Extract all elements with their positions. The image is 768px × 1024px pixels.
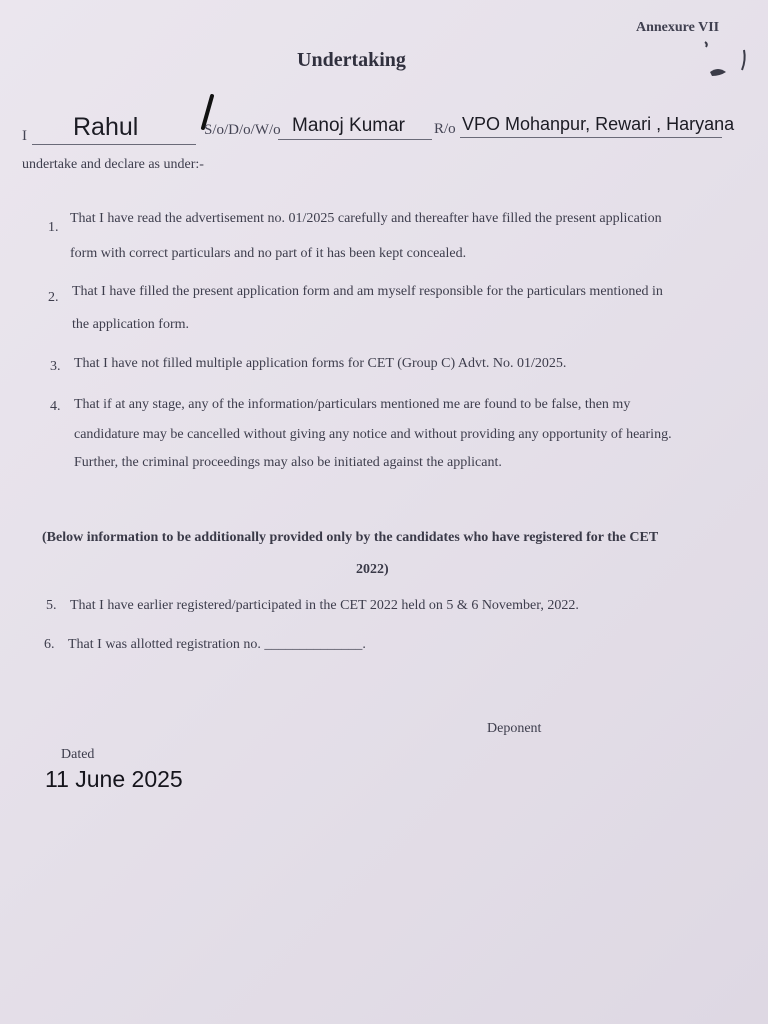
- clause-number: 3.: [50, 359, 61, 374]
- clause-line: That if at any stage, any of the information/particulars mentioned me are found to be false, then my: [74, 397, 631, 412]
- note-line: (Below information to be additionally provided only by the candidates who have registered for the CET: [42, 530, 659, 545]
- address-value: VPO Mohanpur, Rewari , Haryana: [462, 114, 735, 134]
- clause-line: That I have filled the present application form and am myself responsible for the particulars mentioned in: [72, 284, 663, 299]
- date-value: 11 June 2025: [45, 766, 183, 792]
- clause-line: That I was allotted registration no. ______________.: [68, 637, 366, 652]
- clause-line: candidature may be cancelled without giving any notice and without providing any opportunity of hearing.: [74, 427, 672, 442]
- declarant-name: Rahul: [73, 113, 139, 141]
- declarant-prefix: I: [22, 128, 27, 144]
- intro-text: undertake and declare as under:-: [22, 157, 204, 172]
- dated-label: Dated: [61, 747, 95, 762]
- relation-label: S/o/D/o/W/o: [204, 122, 281, 138]
- clause-line: Further, the criminal proceedings may also be initiated against the applicant.: [74, 455, 502, 470]
- note-line-continuation: 2022): [356, 562, 389, 577]
- clause-line: That I have earlier registered/participated in the CET 2022 held on 5 & 6 November, 2022.: [70, 598, 579, 613]
- annexure-label: Annexure VII: [636, 20, 720, 35]
- deponent-label: Deponent: [487, 721, 542, 736]
- clause-line: That I have not filled multiple application forms for CET (Group C) Advt. No. 01/2025.: [74, 356, 567, 371]
- clause-line: the application form.: [72, 317, 190, 332]
- clause-line: form with correct particulars and no part of it has been kept concealed.: [70, 246, 467, 261]
- address-underline: [460, 137, 722, 138]
- clause-number: 5.: [46, 598, 57, 613]
- residence-label: R/o: [434, 121, 456, 137]
- parent-name: Manoj Kumar: [292, 115, 405, 136]
- parent-underline: [278, 139, 432, 140]
- clause-number: 1.: [48, 220, 59, 235]
- document-title: Undertaking: [297, 49, 406, 71]
- clause-line: That I have read the advertisement no. 01/2025 carefully and thereafter have filled the present application: [70, 211, 662, 226]
- name-underline: [32, 144, 196, 145]
- clause-number: 4.: [50, 399, 61, 414]
- clause-number: 2.: [48, 290, 59, 305]
- clause-number: 6.: [44, 637, 55, 652]
- ink-smudge-icon: [700, 40, 760, 90]
